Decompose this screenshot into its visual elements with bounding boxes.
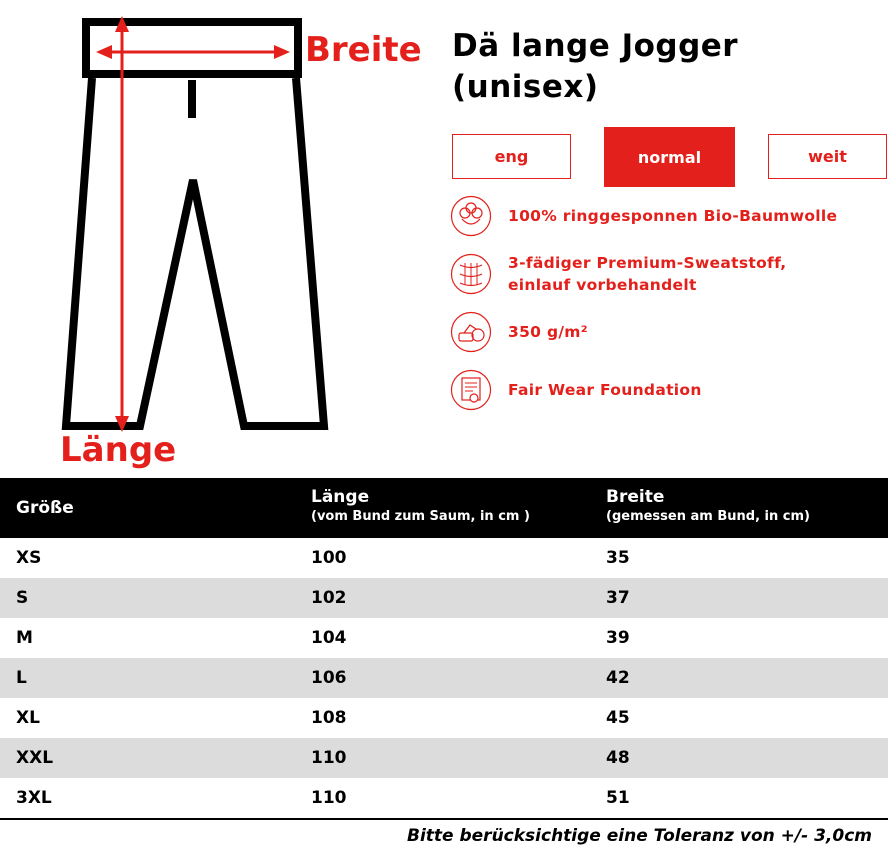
pants-diagram (0, 0, 440, 480)
table-header (0, 478, 888, 538)
cell-width: 45 (606, 708, 630, 728)
table-row (0, 618, 888, 658)
table-row (0, 698, 888, 738)
fabric-icon (450, 253, 492, 295)
feature-item (450, 311, 880, 353)
header-size (16, 498, 74, 518)
table-row (0, 578, 888, 618)
weight-icon (450, 311, 492, 353)
cotton-icon (450, 195, 492, 237)
product-title (452, 26, 738, 108)
feature-line: einlauf vorbehandelt (508, 276, 697, 294)
product-title-line1: Dä lange Jogger (452, 28, 739, 64)
header-label: Breite (606, 487, 665, 507)
feature-text (508, 321, 588, 343)
cell-size: S (16, 588, 29, 608)
cell-width: 48 (606, 748, 630, 768)
cell-size: XS (16, 548, 42, 568)
header-sublabel: (vom Bund zum Saum, in cm ) (311, 509, 530, 524)
fit-option-weit[interactable]: weit (768, 134, 887, 179)
cell-size: 3XL (16, 788, 52, 808)
cell-length: 104 (311, 628, 347, 648)
header-sublabel: (gemessen am Bund, in cm) (606, 509, 810, 524)
cell-width: 35 (606, 548, 630, 568)
tolerance-note: Bitte berücksichtige eine Toleranz von +/- 3,0cm (407, 826, 872, 846)
cell-length: 106 (311, 668, 347, 688)
feature-line: 350 g/m² (508, 323, 588, 341)
header-label: Größe (16, 498, 74, 518)
table-bottom-divider (0, 818, 888, 820)
width-label: Breite (305, 30, 422, 70)
table-row (0, 738, 888, 778)
feature-item (450, 369, 880, 411)
header-label: Länge (311, 487, 370, 507)
table-row (0, 538, 888, 578)
size-table (0, 478, 888, 818)
feature-text (508, 379, 702, 401)
feature-item (450, 252, 880, 296)
cell-length: 102 (311, 588, 347, 608)
cell-size: L (16, 668, 27, 688)
cell-length: 100 (311, 548, 347, 568)
product-title-line2: (unisex) (452, 69, 599, 105)
cell-width: 51 (606, 788, 630, 808)
cell-size: XXL (16, 748, 54, 768)
cell-width: 37 (606, 588, 630, 608)
feature-line: 3-fädiger Premium-Sweatstoff, (508, 254, 787, 272)
cell-width: 42 (606, 668, 630, 688)
table-row (0, 658, 888, 698)
cell-length: 108 (311, 708, 347, 728)
feature-line: Fair Wear Foundation (508, 381, 702, 399)
cell-size: M (16, 628, 33, 648)
cell-width: 39 (606, 628, 630, 648)
feature-item (450, 195, 880, 237)
table-row (0, 778, 888, 818)
pants-outline-icon (0, 0, 440, 480)
cell-length: 110 (311, 748, 347, 768)
cell-length: 110 (311, 788, 347, 808)
feature-text (508, 205, 837, 227)
header-width (606, 487, 810, 524)
certificate-icon (450, 369, 492, 411)
length-label: Länge (60, 430, 177, 470)
fit-option-normal[interactable]: normal (604, 127, 735, 187)
cell-size: XL (16, 708, 40, 728)
fit-option-eng[interactable]: eng (452, 134, 571, 179)
feature-line: 100% ringgesponnen Bio-Baumwolle (508, 207, 838, 225)
feature-text (508, 252, 786, 296)
header-length (311, 487, 530, 524)
